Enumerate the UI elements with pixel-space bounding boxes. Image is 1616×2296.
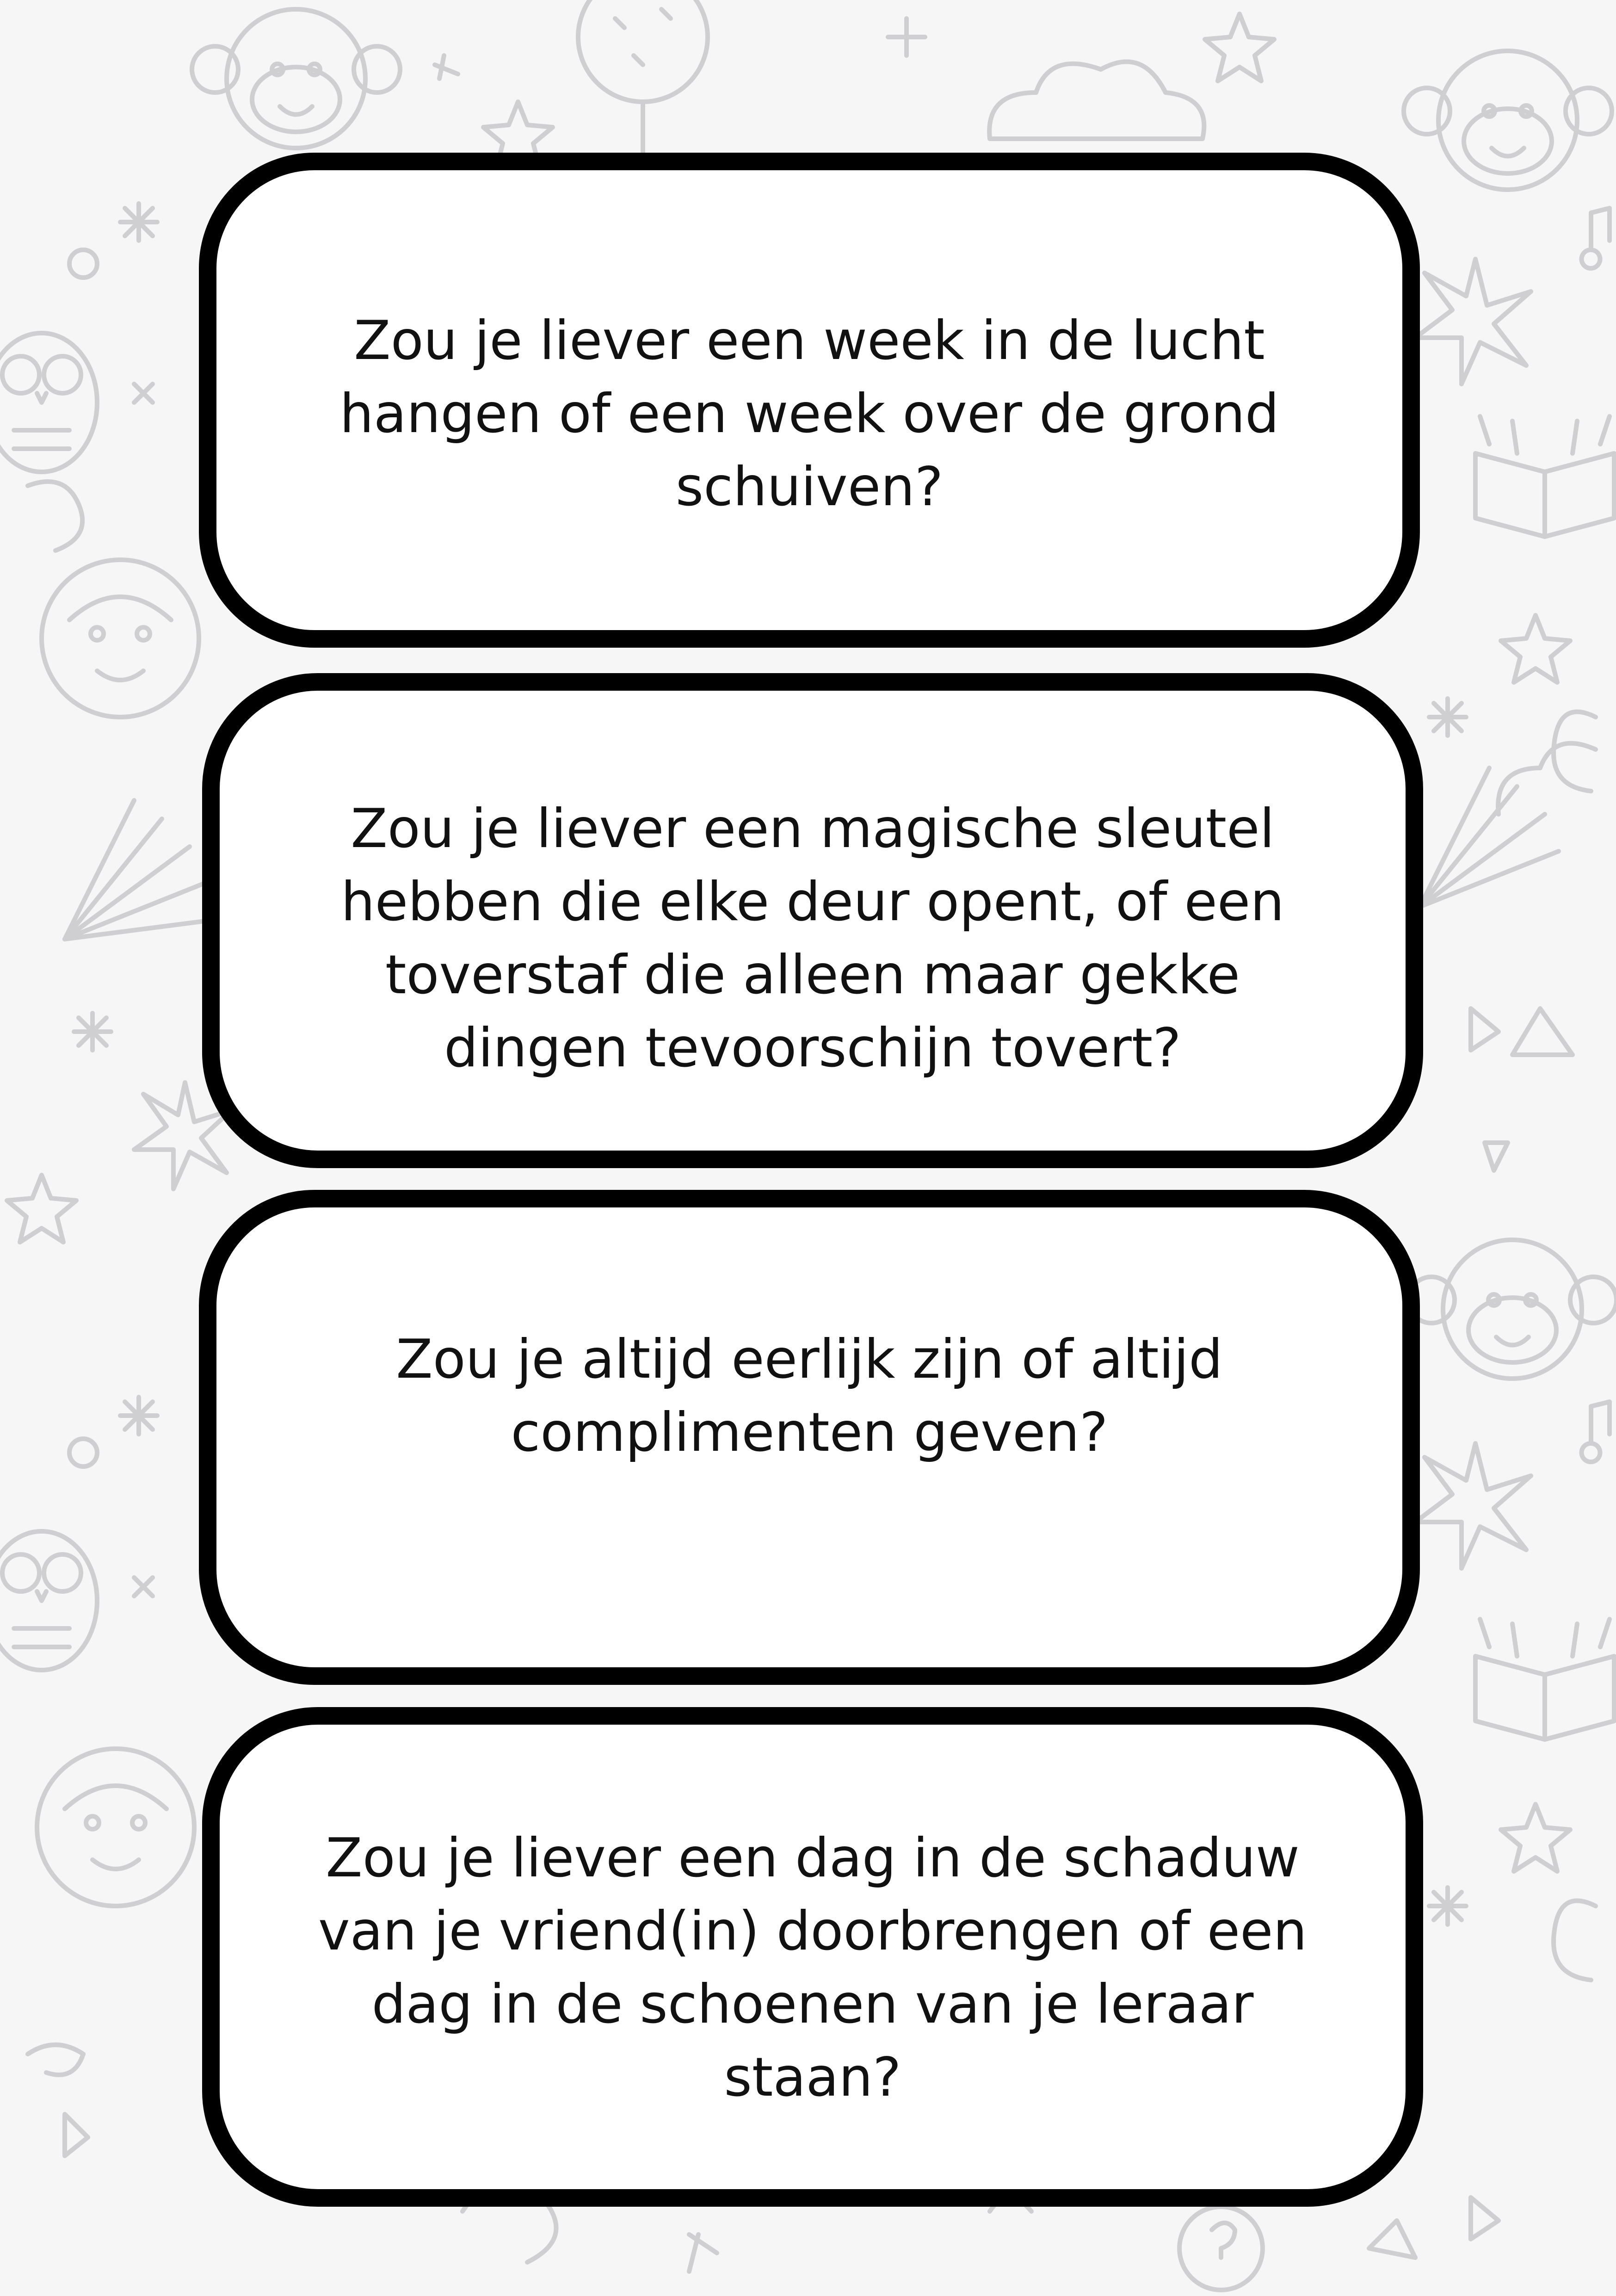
- star-icon: [1415, 259, 1531, 384]
- triangle-icon: [1485, 1143, 1508, 1170]
- triangle-icon: [65, 2114, 88, 2156]
- triangle-icon: [1512, 1009, 1573, 1055]
- cloud-icon: [1498, 743, 1596, 814]
- question-text: Zou je liever een dag in de schaduw van je vriend(in) doorbrengen of een dag in de schoenen van je leraar staan?: [318, 1827, 1308, 2109]
- owl-icon: [0, 1531, 97, 1670]
- question-card: [199, 153, 1420, 648]
- book-icon: [1420, 768, 1559, 907]
- question-card: [199, 1190, 1420, 1685]
- question-text: Zou je altijd eerlijk zijn of altijd complimenten geven?: [396, 1328, 1223, 1464]
- triangle-icon: [1471, 1009, 1499, 1050]
- star-icon: [7, 1175, 76, 1242]
- monkey-icon: [37, 1749, 194, 1906]
- star-icon: [1415, 1443, 1531, 1568]
- question-text: Zou je liever een week in de lucht hangen of een week over de grond schuiven?: [339, 309, 1279, 518]
- music-note-icon: [1582, 208, 1610, 268]
- question-text: Zou je liever een magische sleutel hebben die elke deur opent, of een toverstaf die alleen maar gekke dingen tevoorschijn tovert?: [341, 798, 1284, 1079]
- star-icon: [1501, 615, 1570, 682]
- question-card: [202, 673, 1423, 1168]
- monkey-icon: [192, 9, 400, 148]
- question-card: [202, 1707, 1423, 2207]
- triangle-icon: [1471, 2197, 1499, 2239]
- monkey-icon: [1408, 1240, 1616, 1379]
- star-icon: [1205, 14, 1274, 81]
- book-icon: [65, 800, 208, 939]
- cloud-icon: [989, 62, 1204, 139]
- monkey-icon: [1404, 51, 1612, 190]
- book-icon: [1475, 1619, 1614, 1739]
- music-note-icon: [1582, 1402, 1610, 1462]
- tree-icon: [578, 0, 708, 176]
- monkey-icon: [42, 560, 199, 717]
- star-icon: [1501, 1804, 1570, 1871]
- book-icon: [1475, 416, 1614, 537]
- owl-icon: [0, 333, 97, 472]
